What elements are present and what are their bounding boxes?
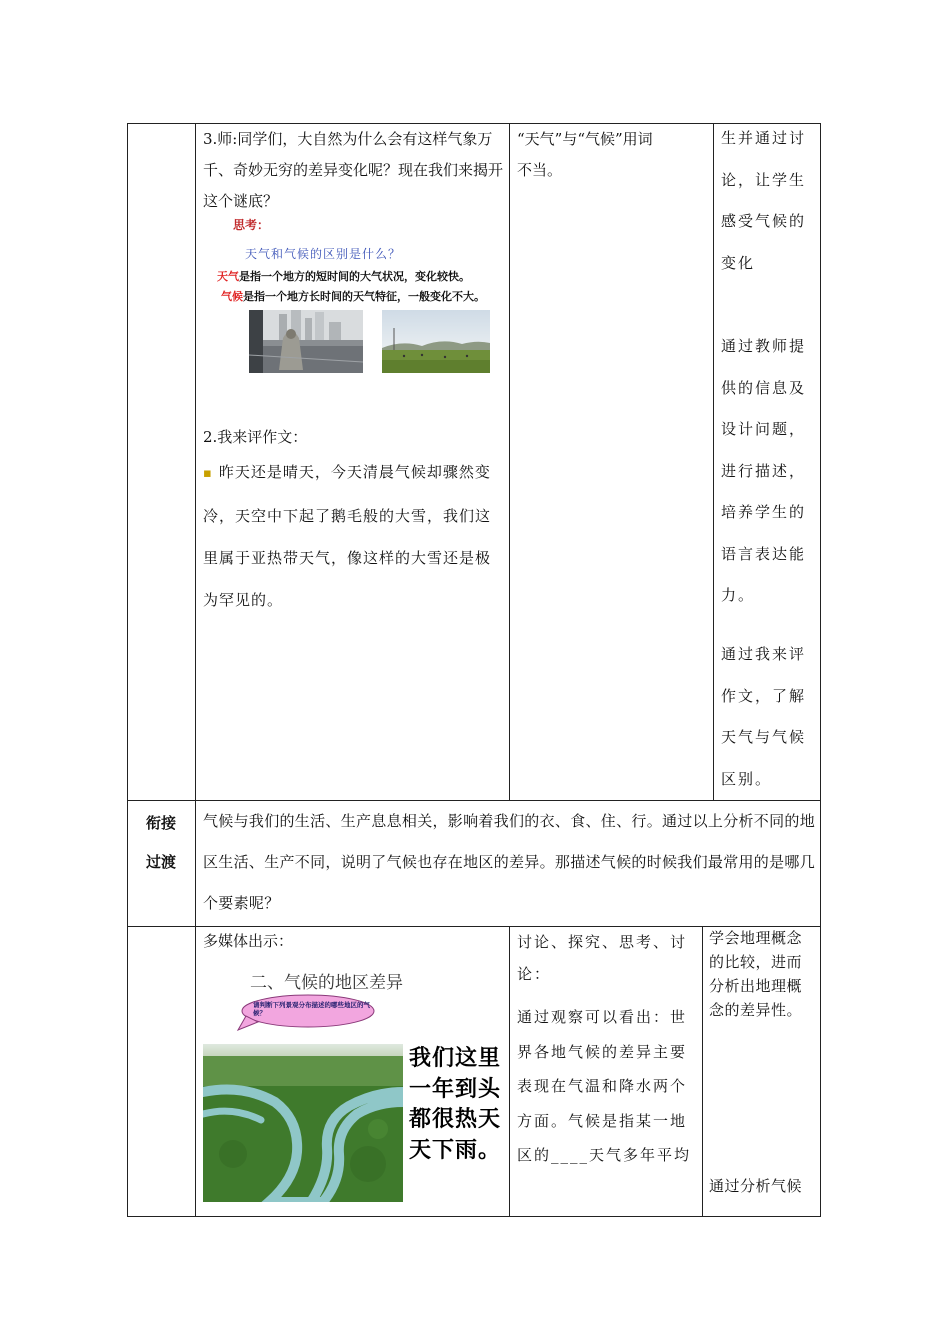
discussion-activity: 讨论、探究、思考、讨论： [517,933,688,983]
transition-text: 气候与我们的生活、生产息息相关，影响着我们的衣、食、住、行。通过以上分析不同的地区生活、生产不同，说明了气候也存在地区的差异。那描述气候的时候我们最常用的是哪几个要素呢？ [203,812,816,912]
table-bottom-border [127,1216,821,1217]
col-divider-2a [509,123,510,801]
essay-body: 昨天还是晴天，今天清晨气候却骤然变冷，天空中下起了鹅毛般的大雪，我们这里属于亚热带天气，像这样的大雪还是极为罕见的。 [203,463,492,609]
teacher-question-text: 3.师:同学们，大自然为什么会有这样气象万千、奇妙无穷的差异变化呢？现在我们来揭开这个谜底？ [203,130,504,210]
climate-definition [221,288,485,304]
design-intent-analysis: 通过分析气候 [709,1177,803,1195]
grassland-photo [382,310,490,373]
table-left-border [127,123,128,1217]
essay-text [203,451,503,621]
slide-think-label: 思考： [233,218,270,232]
student-activity-note: “天气”与“气候”用词不当。 [517,130,653,179]
multimedia-label: 多媒体出示： [203,932,294,950]
table-right-border [820,123,821,1217]
col-divider-3b [702,926,703,1217]
observation-conclusion: 通过观察可以看出：世界各地气候的差异主要表现在气温和降水两个方面。气候是指某一地区的____天气多年平均 [517,1008,692,1164]
design-intent-expression: 通过教师提供的信息及设计问题，进行描述，培养学生的语言表达能力。 [721,337,807,604]
design-intent-essay: 通过我来评作文，了解天气与气候区别。 [721,645,807,788]
rainy-street-photo [249,310,363,373]
bubble-question: 请判断下列景观分布描述的哪些地区的气候？ [253,1001,370,1017]
transition-label: 衔接过渡 [145,814,176,871]
rainforest-river-photo [203,1044,403,1202]
col-divider-1 [195,123,196,1217]
slide-big-caption: 我们这里一年到头都很热天天下雨。 [409,1046,502,1163]
climate-def-text: 是指一个地方长时间的天气特征，一般变化不大。 [243,290,485,303]
weather-def-text: 是指一个地方的短时间的大气状况，变化较快。 [239,270,470,283]
design-intent-concepts: 学会地理概念的比较，进而分析出地理概念的差异性。 [709,929,803,1019]
design-intent-discussion: 生并通过讨论，让学生感受气候的变化 [721,129,807,272]
col-divider-2b [509,926,510,1217]
weather-definition [217,268,470,284]
col-divider-3a [713,123,714,801]
slide-question: 天气和气候的区别是什么？ [245,247,402,261]
climate-term: 气候 [221,290,243,303]
bullet-dot-icon: ▪ [203,466,213,481]
slide-climate-regional-title: 二、气候的地区差异 [250,973,403,993]
weather-term: 天气 [217,270,239,283]
essay-task-label: 2.我来评作文： [203,428,308,446]
